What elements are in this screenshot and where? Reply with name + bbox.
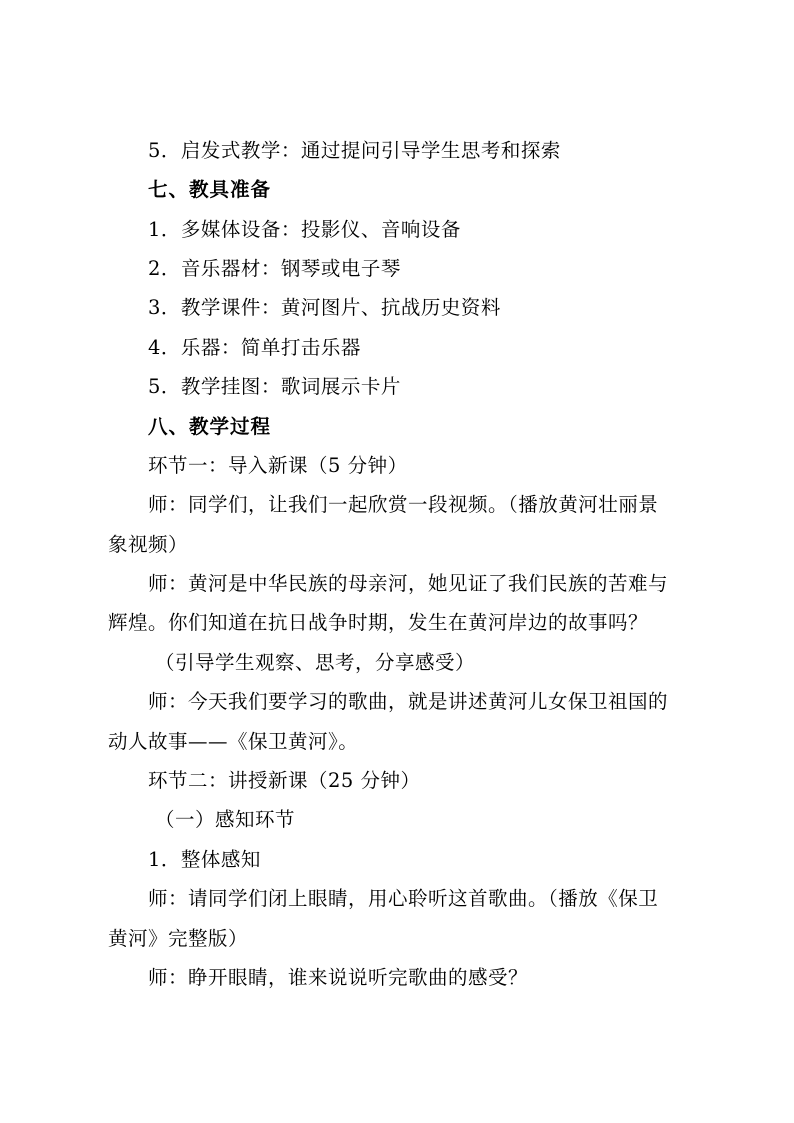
text-line: 动人故事——《保卫黄河》。 — [108, 730, 359, 753]
text-line: 师：请同学们闭上眼睛，用心聆听这首歌曲。（播放《保卫 — [148, 887, 659, 910]
text-line: 1．多媒体设备：投影仪、音响设备 — [148, 218, 461, 241]
text-line: 环节二：讲授新课（25 分钟） — [148, 769, 421, 792]
section-heading: 八、教学过程 — [148, 415, 272, 438]
text-line: 4．乐器：简单打击乐器 — [148, 336, 361, 359]
text-line: （一）感知环节 — [155, 808, 296, 831]
text-line: 5．教学挂图：歌词展示卡片 — [148, 375, 401, 398]
text-line: 环节一：导入新课（5 分钟） — [148, 454, 408, 477]
text-line: 师：睁开眼睛，谁来说说听完歌曲的感受？ — [148, 966, 529, 989]
text-line: 师：同学们，让我们一起欣赏一段视频。（播放黄河壮丽景 — [148, 493, 659, 516]
text-line: 象视频） — [108, 533, 189, 556]
text-line: 3．教学课件：黄河图片、抗战历史资料 — [148, 296, 501, 319]
text-line: 黄河》完整版） — [108, 927, 249, 950]
text-line: （引导学生观察、思考，分享感受） — [155, 651, 476, 674]
text-line: 辉煌。你们知道在抗日战争时期，发生在黄河岸边的故事吗？ — [108, 611, 649, 634]
text-line: 师：黄河是中华民族的母亲河，她见证了我们民族的苦难与 — [148, 572, 669, 595]
text-line: 师：今天我们要学习的歌曲，就是讲述黄河儿女保卫祖国的 — [148, 690, 669, 713]
section-heading: 七、教具准备 — [148, 178, 272, 201]
text-line: 2．音乐器材：钢琴或电子琴 — [148, 257, 401, 280]
text-line: 1．整体感知 — [148, 848, 261, 871]
text-line: 5．启发式教学：通过提问引导学生思考和探索 — [148, 139, 561, 162]
